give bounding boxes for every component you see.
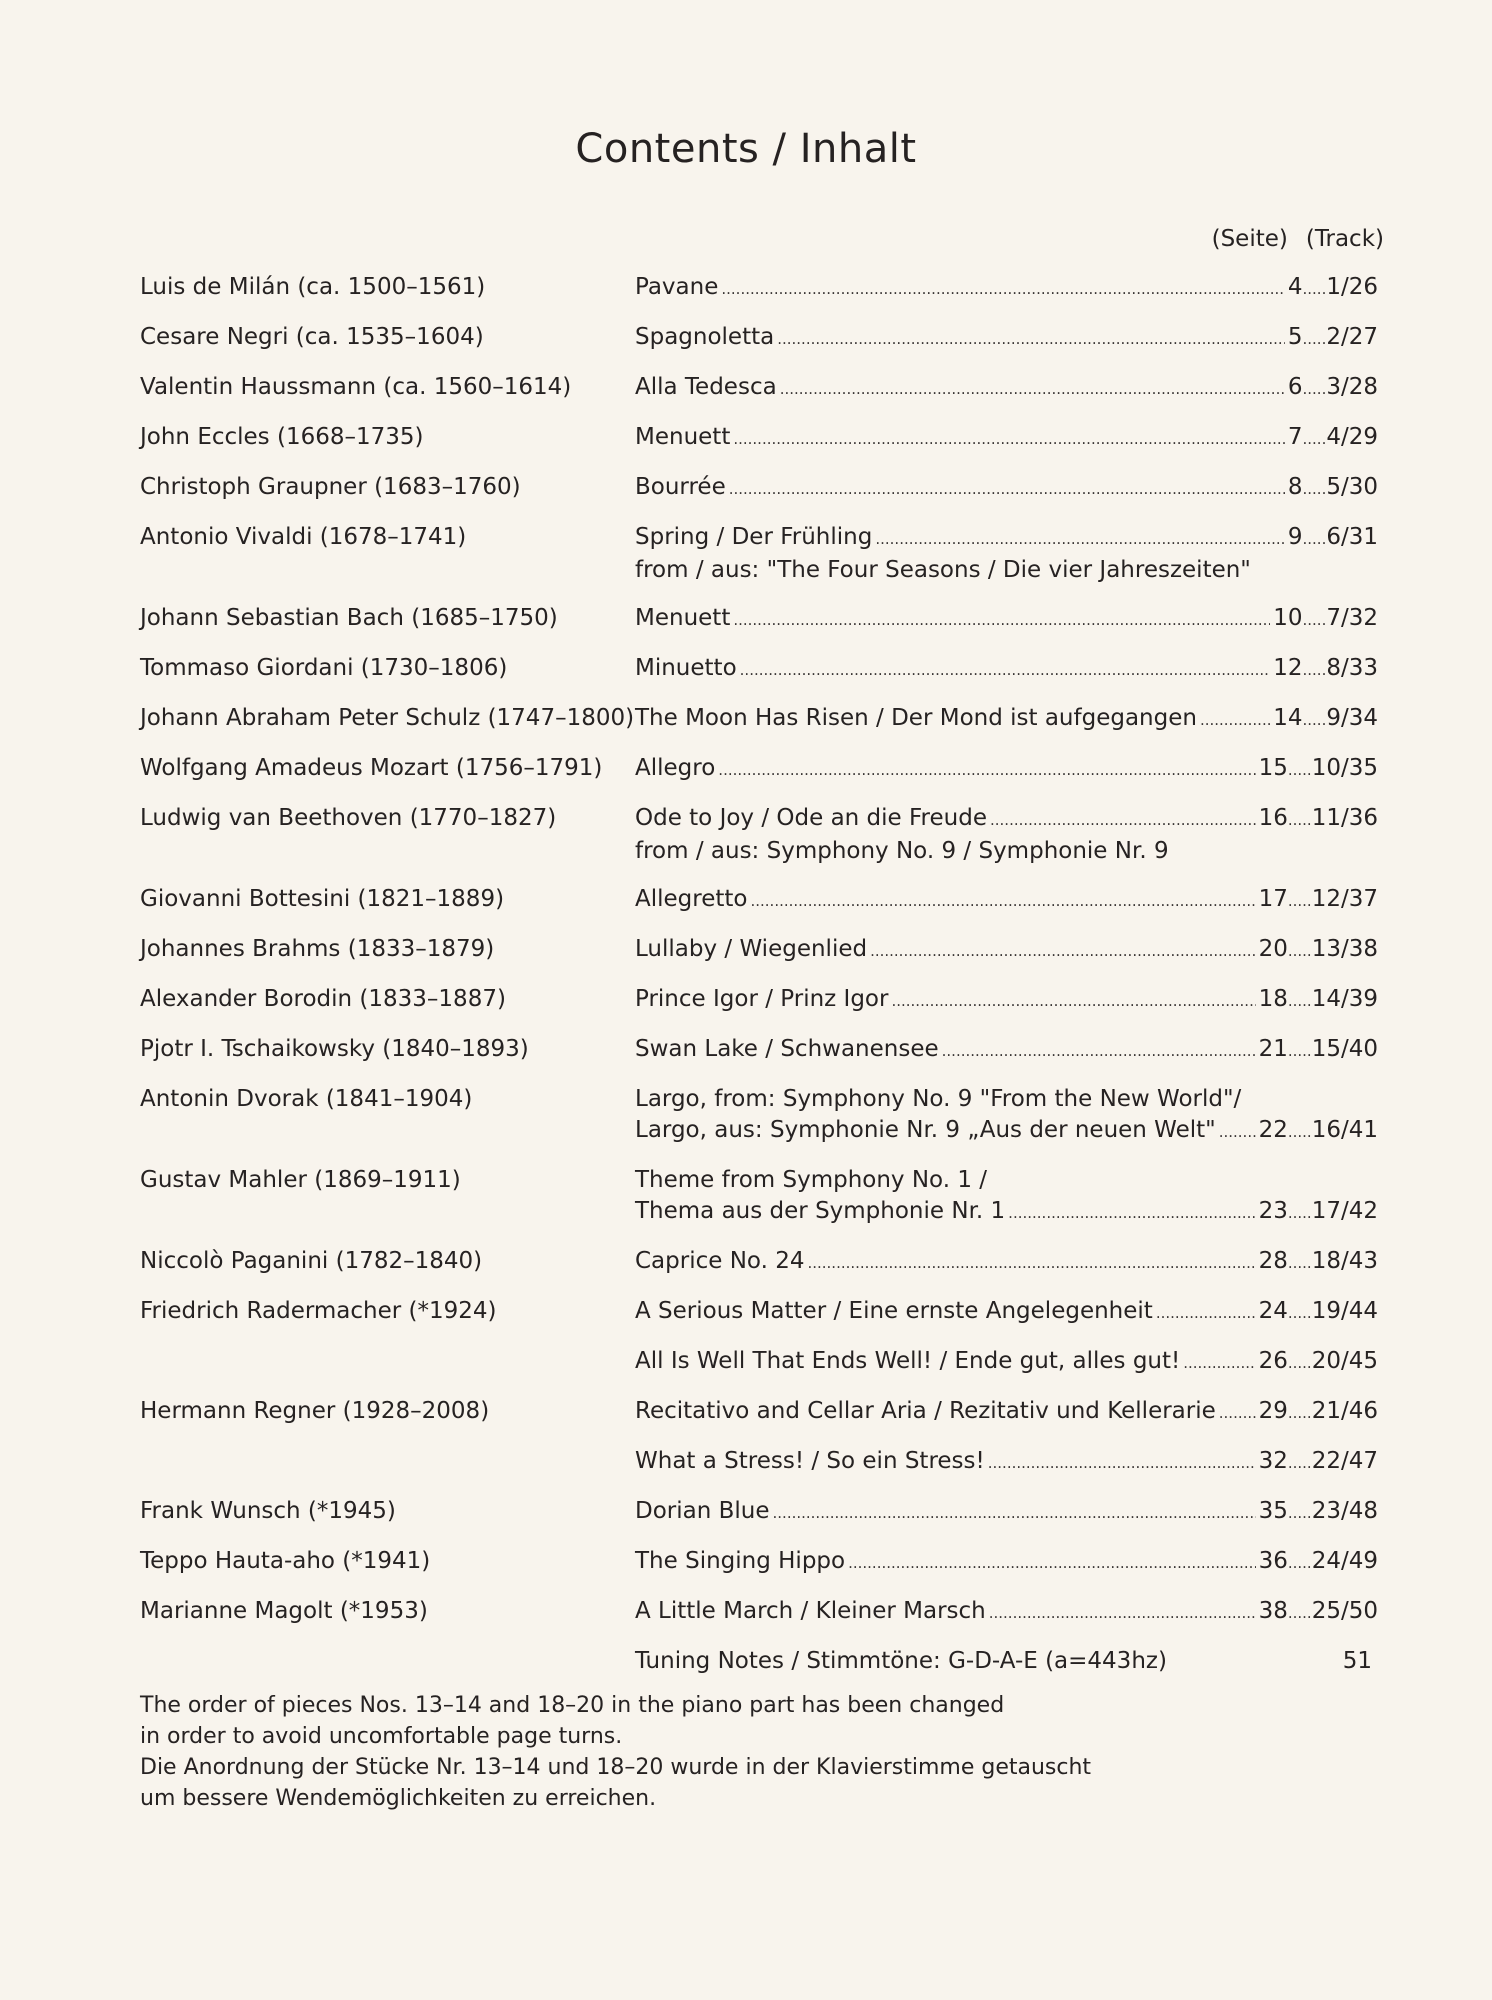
dot-leader	[990, 805, 1256, 836]
composer-name: Marianne Magolt (*1953)	[140, 1598, 428, 1624]
page-column-header: (Seite)	[1211, 226, 1288, 252]
page-turn-note	[140, 1690, 1140, 1814]
piece-title: Menuett	[635, 424, 731, 450]
toc-entry	[635, 372, 1378, 405]
piece-title: Recitativo and Cellar Aria / Rezitativ und Kellerarie	[635, 1398, 1216, 1424]
dot-leader	[780, 374, 1285, 405]
composer-name: Frank Wunsch (*1945)	[140, 1498, 396, 1524]
toc-row	[140, 603, 1378, 636]
toc-row	[140, 1596, 1378, 1629]
toc-entry	[635, 422, 1378, 455]
toc-row	[140, 1446, 1378, 1479]
toc-line	[635, 1034, 1378, 1067]
toc-entry	[635, 1165, 1378, 1229]
piece-title: Alla Tedesca	[635, 374, 777, 400]
toc-entry	[635, 1034, 1378, 1067]
track-number: ..... 18/43	[1288, 1246, 1378, 1279]
piece-title: Allegro	[635, 755, 716, 781]
toc-line	[635, 934, 1378, 967]
dot-leader	[988, 1448, 1256, 1479]
toc-row	[140, 1546, 1378, 1579]
piece-title: Lullaby / Wiegenlied	[635, 936, 868, 962]
dot-leader	[777, 324, 1285, 355]
track-number: ..... 25/50	[1288, 1596, 1378, 1629]
page-number: 36	[1258, 1548, 1288, 1574]
dot-leader	[1183, 1348, 1255, 1379]
dot-leader	[989, 1598, 1256, 1629]
toc-entry	[635, 803, 1378, 867]
toc-line	[635, 703, 1378, 736]
track-number: ..... 6/31	[1303, 522, 1379, 555]
piece-title: What a Stress! / So ein Stress!	[635, 1448, 985, 1474]
piece-title: Spring / Der Frühling	[635, 524, 873, 550]
track-number: ..... 5/30	[1303, 472, 1379, 505]
composer-name: Johann Abraham Peter Schulz (1747–1800)	[140, 705, 635, 731]
composer-name: Luis de Milán (ca. 1500–1561)	[140, 274, 486, 300]
piece-subtitle: from / aus: "The Four Seasons / Die vier Jahreszeiten"	[635, 557, 1251, 583]
dot-leader	[750, 886, 1255, 917]
note-english-line-1: The order of pieces Nos. 13–14 and 18–20 in the piano part has been changed	[140, 1693, 1005, 1718]
page-number: 20	[1258, 936, 1288, 962]
dot-leader	[848, 1548, 1255, 1579]
piece-title: Allegretto	[635, 886, 748, 912]
piece-title: Dorian Blue	[635, 1498, 770, 1524]
composer-name: Christoph Graupner (1683–1760)	[140, 474, 521, 500]
dot-leader	[1219, 1398, 1256, 1429]
toc-entry	[635, 1596, 1378, 1629]
page-number: 8	[1287, 474, 1303, 500]
piece-title: A Little March / Kleiner Marsch	[635, 1598, 986, 1624]
toc-row	[140, 653, 1378, 686]
page-number: 18	[1258, 986, 1288, 1012]
table-of-contents	[140, 272, 1378, 1694]
note-german-line-1: Die Anordnung der Stücke Nr. 13–14 und 18–20 wurde in der Klavierstimme getauscht	[140, 1755, 1092, 1780]
tuning-track-number: 51	[1342, 1648, 1372, 1674]
toc-entry	[635, 703, 1378, 736]
page-number: 24	[1258, 1298, 1288, 1324]
track-number: ..... 11/36	[1288, 803, 1378, 836]
toc-row	[140, 803, 1378, 867]
dot-leader	[1156, 1298, 1256, 1329]
toc-line	[635, 603, 1378, 636]
dot-leader	[740, 655, 1271, 686]
toc-line	[635, 1246, 1378, 1279]
toc-entry	[635, 884, 1378, 917]
piece-title: Caprice No. 24	[635, 1248, 805, 1274]
dot-leader	[807, 1248, 1255, 1279]
composer-name: Johann Sebastian Bach (1685–1750)	[140, 605, 558, 631]
toc-row	[140, 472, 1378, 505]
page-number: 4	[1287, 274, 1303, 300]
piece-title: Ode to Joy / Ode an die Freude	[635, 805, 987, 831]
toc-entry	[635, 522, 1378, 586]
toc-entry	[635, 272, 1378, 305]
toc-row	[140, 522, 1378, 586]
composer-name: Valentin Haussmann (ca. 1560–1614)	[140, 374, 572, 400]
page-number: 5	[1287, 324, 1303, 350]
track-number: ..... 17/42	[1288, 1196, 1378, 1229]
toc-row	[140, 1246, 1378, 1279]
page-number: 21	[1258, 1036, 1288, 1062]
toc-entry	[635, 934, 1378, 967]
page-number: 10	[1273, 605, 1303, 631]
piece-title-line-1: Theme from Symphony No. 1 /	[635, 1167, 988, 1193]
dot-leader	[733, 424, 1285, 455]
track-number: ..... 20/45	[1288, 1346, 1378, 1379]
dot-leader	[1008, 1198, 1255, 1229]
dot-leader	[891, 986, 1255, 1017]
toc-row	[140, 703, 1378, 736]
composer-name: Wolfgang Amadeus Mozart (1756–1791)	[140, 755, 603, 781]
page-number: 12	[1273, 655, 1303, 681]
page-number: 9	[1287, 524, 1303, 550]
toc-line	[635, 522, 1378, 555]
composer-name: Niccolò Paganini (1782–1840)	[140, 1248, 483, 1274]
toc-row	[140, 372, 1378, 405]
composer-name: Cesare Negri (ca. 1535–1604)	[140, 324, 484, 350]
page-number: 28	[1258, 1248, 1288, 1274]
toc-entry	[635, 1646, 1378, 1677]
toc-row	[140, 1296, 1378, 1329]
dot-leader	[721, 274, 1284, 305]
toc-line	[635, 984, 1378, 1017]
page-number: 17	[1258, 886, 1288, 912]
track-column-header: (Track)	[1305, 226, 1384, 252]
page-number: 16	[1258, 805, 1288, 831]
page-number: 38	[1258, 1598, 1288, 1624]
toc-line	[635, 1496, 1378, 1529]
toc-row	[140, 272, 1378, 305]
toc-line	[635, 1646, 1378, 1677]
toc-entry	[635, 1246, 1378, 1279]
column-headers	[1212, 226, 1384, 252]
track-number: ..... 10/35	[1288, 753, 1378, 786]
toc-line	[635, 884, 1378, 917]
page-number: 7	[1287, 424, 1303, 450]
track-number: ..... 7/32	[1303, 603, 1379, 636]
composer-name: Hermann Regner (1928–2008)	[140, 1398, 490, 1424]
page-number: 14	[1273, 705, 1303, 731]
track-number: ..... 24/49	[1288, 1546, 1378, 1579]
piece-title: Bourrée	[635, 474, 726, 500]
composer-name: Teppo Hauta-aho (*1941)	[140, 1548, 431, 1574]
piece-title: Largo, aus: Symphonie Nr. 9 „Aus der neuen Welt"	[635, 1117, 1216, 1143]
toc-row	[140, 753, 1378, 786]
toc-entry	[635, 753, 1378, 786]
composer-name: Friedrich Radermacher (*1924)	[140, 1298, 497, 1324]
toc-line	[635, 422, 1378, 455]
toc-row	[140, 422, 1378, 455]
toc-line	[635, 1115, 1378, 1148]
track-number: ..... 8/33	[1303, 653, 1379, 686]
track-number: ..... 22/47	[1288, 1446, 1378, 1479]
track-number: ..... 13/38	[1288, 934, 1378, 967]
piece-title: A Serious Matter / Eine ernste Angelegenheit	[635, 1298, 1153, 1324]
piece-title: Pavane	[635, 274, 719, 300]
toc-line	[635, 1196, 1378, 1229]
page-number: 32	[1258, 1448, 1288, 1474]
dot-leader	[1200, 705, 1270, 736]
toc-line	[635, 1596, 1378, 1629]
piece-title: The Singing Hippo	[635, 1548, 846, 1574]
toc-entry	[635, 322, 1378, 355]
track-number: ..... 12/37	[1288, 884, 1378, 917]
track-number: ..... 2/27	[1303, 322, 1379, 355]
dot-leader	[718, 755, 1255, 786]
dot-leader	[733, 605, 1270, 636]
toc-line	[635, 1296, 1378, 1329]
toc-entry	[635, 653, 1378, 686]
dot-leader	[729, 474, 1285, 505]
tuning-row	[140, 1646, 1378, 1677]
piece-title: Prince Igor / Prinz Igor	[635, 986, 889, 1012]
page-title: Contents / Inhalt	[575, 126, 917, 172]
note-german-line-2: um bessere Wendemöglichkeiten zu erreichen.	[140, 1786, 657, 1811]
composer-name: Tommaso Giordani (1730–1806)	[140, 655, 508, 681]
track-number: ..... 14/39	[1288, 984, 1378, 1017]
toc-entry	[635, 1396, 1378, 1429]
track-number: ..... 9/34	[1303, 703, 1379, 736]
toc-line	[635, 1446, 1378, 1479]
dot-leader	[942, 1036, 1256, 1067]
toc-row	[140, 1034, 1378, 1067]
track-number: ..... 16/41	[1288, 1115, 1378, 1148]
toc-entry	[635, 1346, 1378, 1379]
toc-line	[635, 753, 1378, 786]
toc-entry	[635, 984, 1378, 1017]
composer-name: Giovanni Bottesini (1821–1889)	[140, 886, 505, 912]
piece-title: Minuetto	[635, 655, 737, 681]
piece-title: Swan Lake / Schwanensee	[635, 1036, 939, 1062]
composer-name: John Eccles (1668–1735)	[140, 424, 424, 450]
piece-title: The Moon Has Risen / Der Mond ist aufgegangen	[635, 705, 1197, 731]
track-number: ..... 21/46	[1288, 1396, 1378, 1429]
toc-entry	[635, 472, 1378, 505]
piece-title: Thema aus der Symphonie Nr. 1	[635, 1198, 1006, 1224]
page-number: 6	[1287, 374, 1303, 400]
page-number: 15	[1258, 755, 1288, 781]
toc-entry	[635, 1546, 1378, 1579]
toc-line	[635, 803, 1378, 836]
track-number: ..... 1/26	[1303, 272, 1379, 305]
toc-row	[140, 884, 1378, 917]
toc-entry	[635, 1496, 1378, 1529]
toc-line	[635, 272, 1378, 305]
toc-row	[140, 1165, 1378, 1229]
toc-line	[635, 1346, 1378, 1379]
dot-leader	[870, 936, 1256, 967]
toc-line	[635, 1396, 1378, 1429]
page-number: 23	[1258, 1198, 1288, 1224]
piece-title-line-1: Largo, from: Symphony No. 9 "From the New World"/	[635, 1086, 1242, 1112]
toc-line	[635, 1546, 1378, 1579]
dot-leader	[773, 1498, 1256, 1529]
toc-row	[140, 322, 1378, 355]
track-number: ..... 3/28	[1303, 372, 1379, 405]
piece-title: Menuett	[635, 605, 731, 631]
toc-line	[635, 372, 1378, 405]
toc-row	[140, 1396, 1378, 1429]
note-english-line-2: in order to avoid uncomfortable page turns.	[140, 1724, 623, 1749]
toc-entry	[635, 1446, 1378, 1479]
track-number: ..... 15/40	[1288, 1034, 1378, 1067]
composer-name: Johannes Brahms (1833–1879)	[140, 936, 495, 962]
page-number: 22	[1258, 1117, 1288, 1143]
composer-name: Antonio Vivaldi (1678–1741)	[140, 524, 467, 550]
composer-name: Pjotr I. Tschaikowsky (1840–1893)	[140, 1036, 529, 1062]
toc-row	[140, 1084, 1378, 1148]
page-number: 26	[1258, 1348, 1288, 1374]
toc-line	[635, 322, 1378, 355]
page-number: 35	[1258, 1498, 1288, 1524]
toc-line	[635, 653, 1378, 686]
composer-name: Antonin Dvorak (1841–1904)	[140, 1086, 473, 1112]
toc-row	[140, 984, 1378, 1017]
composer-name: Gustav Mahler (1869–1911)	[140, 1167, 461, 1193]
piece-title: Spagnoletta	[635, 324, 775, 350]
track-number: ..... 19/44	[1288, 1296, 1378, 1329]
track-number: ..... 23/48	[1288, 1496, 1378, 1529]
dot-leader	[875, 524, 1285, 555]
toc-row	[140, 1496, 1378, 1529]
toc-entry	[635, 1084, 1378, 1148]
piece-subtitle: from / aus: Symphony No. 9 / Symphonie Nr. 9	[635, 838, 1169, 864]
page-number: 29	[1258, 1398, 1288, 1424]
toc-row	[140, 934, 1378, 967]
dot-leader	[1219, 1117, 1256, 1148]
toc-entry	[635, 603, 1378, 636]
piece-title: All Is Well That Ends Well! / Ende gut, alles gut!	[635, 1348, 1181, 1374]
toc-row	[140, 1346, 1378, 1379]
track-number: ..... 4/29	[1303, 422, 1379, 455]
toc-line	[635, 472, 1378, 505]
composer-name: Alexander Borodin (1833–1887)	[140, 986, 506, 1012]
composer-name: Ludwig van Beethoven (1770–1827)	[140, 805, 557, 831]
toc-entry	[635, 1296, 1378, 1329]
tuning-label: Tuning Notes / Stimmtöne: G-D-A-E (a=443hz)	[635, 1648, 1167, 1674]
